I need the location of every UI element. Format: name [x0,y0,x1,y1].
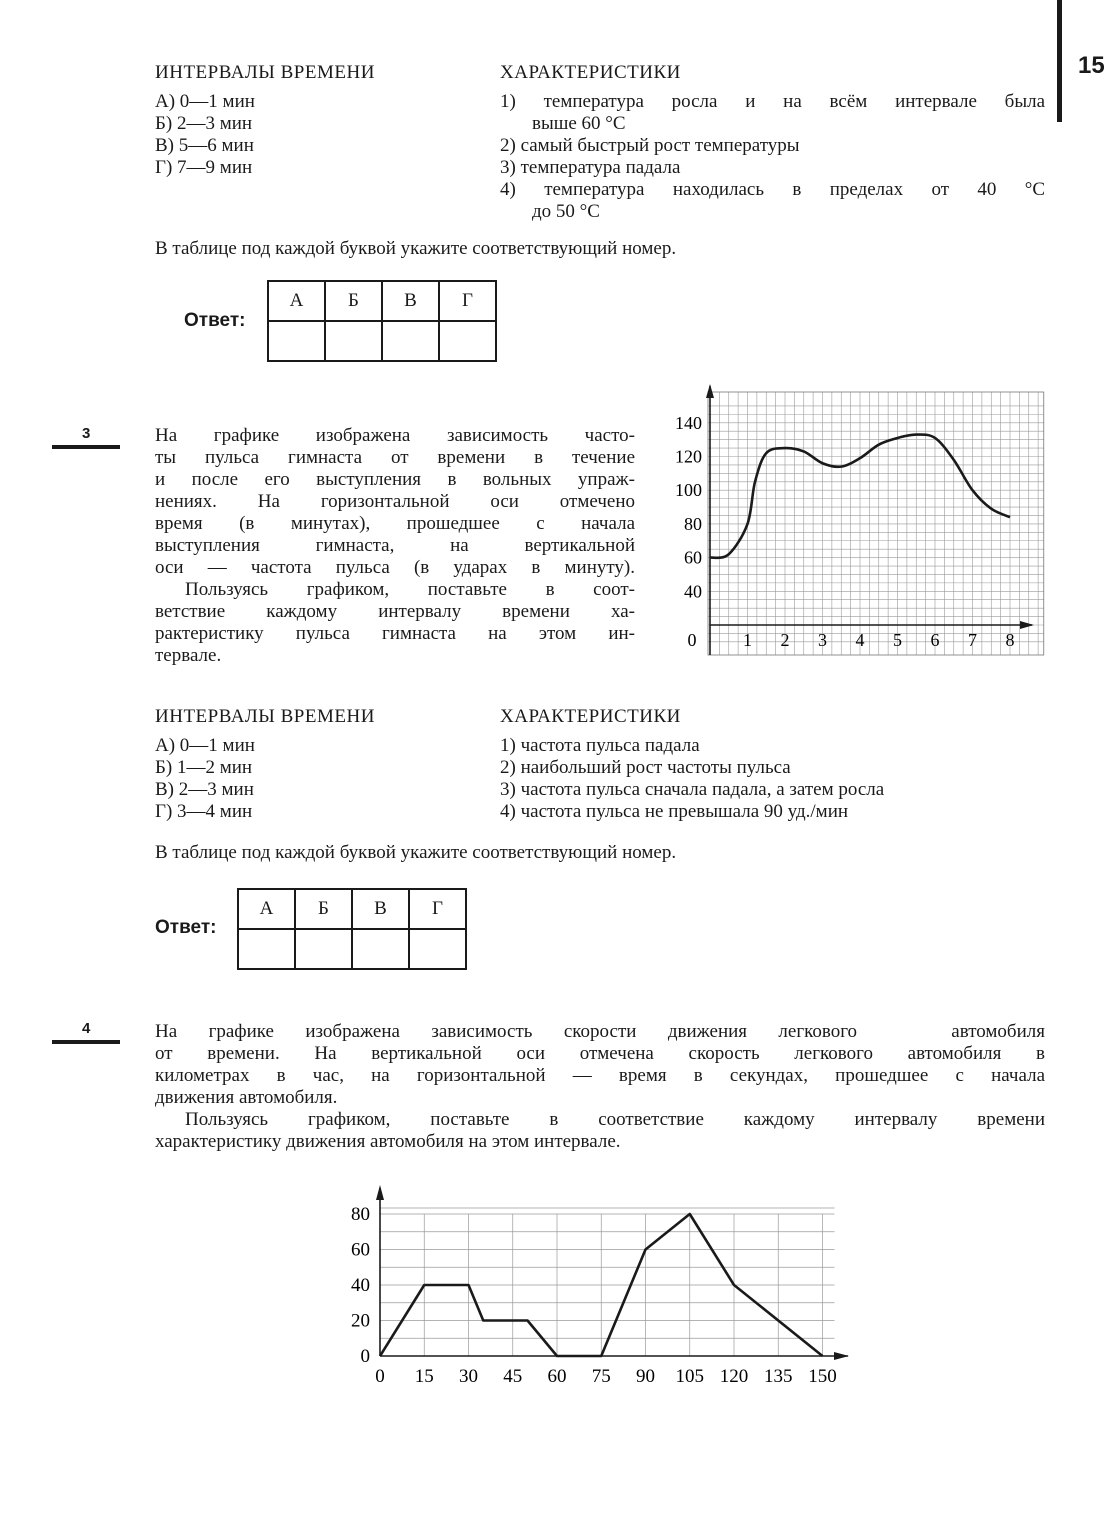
task4-marker-bar [52,1040,120,1044]
task3-char-3: 3) частота пульса сначала падала, а затем росла [500,779,885,800]
task3-text [155,425,635,667]
task2-answer-header-b: Б [325,281,382,321]
task3-text-line: ветствие каждому интервалу времени ха- [155,601,635,622]
x-tick-label: 3 [818,630,827,650]
task2-char-1-cont: выше 60 °C [532,113,626,134]
task2-char-2: 2) самый быстрый рост температуры [500,135,800,156]
x-tick-label: 4 [855,630,865,650]
task3-answer-table [237,888,467,970]
task2-answer-cell-c[interactable] [382,321,439,361]
task3-text-line: выступления гимнаста, на вертикальной [155,535,635,556]
task3-text-line: нениях. На горизонтальной оси отмечено [155,491,635,512]
x-axis-arrow [1020,621,1034,629]
x-tick-label: 30 [459,1366,478,1387]
task2-answer-header-c: В [382,281,439,321]
task2-characteristics-header: ХАРАКТЕРИСТИКИ [500,62,681,83]
x-tick-label: 120 [719,1366,749,1387]
task4-text-line: На графике изображена зависимость скорости движения легкового автомобиля [155,1021,1045,1042]
y-axis-arrow [706,384,714,398]
task2-answer-header-d: Г [439,281,496,321]
task3-instruction: В таблице под каждой буквой укажите соответствующий номер. [155,842,677,863]
y-axis-arrow [376,1185,384,1200]
task3-marker-bar [52,445,120,449]
task3-char-1: 1) частота пульса падала [500,735,700,756]
task2-answer-label: Ответ: [184,310,246,331]
x-tick-label: 60 [547,1366,567,1387]
task2-answer-cell-b[interactable] [325,321,382,361]
task2-char-4-cont: до 50 °C [532,201,600,222]
task2-characteristics-list [500,91,1045,223]
task2-interval-a: А) 0—1 мин [155,91,255,112]
x-tick-label: 15 [414,1366,434,1387]
task2-char-1: 1) температура росла и на всём интервале была [500,91,1045,112]
x-tick-label: 5 [893,630,902,650]
x-tick-label: 150 [808,1366,837,1387]
task2-answer-cell-a[interactable] [268,321,325,361]
x-tick-label: 75 [591,1366,611,1387]
task3-interval-d: Г) 3—4 мин [155,801,253,822]
task2-intervals-list [155,91,255,179]
x-tick-label: 135 [764,1366,793,1387]
x-axis-arrow [834,1352,849,1360]
y-tick-label: 80 [351,1204,370,1225]
y-tick-label: 0 [360,1346,370,1367]
task3-text-line: оси — частота пульса (в ударах в минуту). [155,557,635,578]
task3-interval-a: А) 0—1 мин [155,735,255,756]
x-tick-label: 6 [930,630,940,650]
task3-answer-label: Ответ: [155,917,217,938]
x-tick-label: 7 [968,630,977,650]
task3-characteristics-header: ХАРАКТЕРИСТИКИ [500,706,681,727]
x-tick-label: 90 [636,1366,655,1387]
task3-text-line: Пользуясь графиком, поставьте в соот- [185,579,635,600]
y-tick-label: 100 [675,480,702,501]
task3-text-line: время (в минутах), прошедшее с начала [155,513,635,534]
task3-intervals-list [155,735,255,823]
x-tick-label: 0 [375,1366,385,1387]
x-tick-label: 45 [503,1366,523,1387]
y-tick-label: 60 [684,547,702,568]
pulse-chart [660,380,1060,670]
task3-text-line: тервале. [155,645,222,666]
task3-text-line: рактеристику пульса гимнаста на этом ин- [155,623,635,644]
task4-text-line: характеристику движения автомобиля на этом интервале. [155,1131,621,1152]
task4-text [155,1021,1045,1153]
page-number: 15 [1078,52,1105,79]
task3-intervals-header: ИНТЕРВАЛЫ ВРЕМЕНИ [155,706,375,727]
task2-instruction: В таблице под каждой буквой укажите соответствующий номер. [155,238,677,259]
task2-char-3: 3) температура падала [500,157,681,178]
task3-answer-header-c: В [352,889,409,929]
x-tick-label: 8 [1005,630,1015,650]
task3-interval-b: Б) 1—2 мин [155,757,253,778]
x-tick-label: 105 [675,1366,704,1387]
y-tick-label: 140 [675,412,702,433]
task3-answer-cell-a[interactable] [238,929,295,969]
y-tick-label: 40 [684,581,702,602]
task3-answer-header-d: Г [409,889,466,929]
page-edge-bar [1057,0,1062,122]
task4-text-line: движения автомобиля. [155,1087,338,1108]
task4-text-line: Пользуясь графиком, поставьте в соответствие каждому интервалу времени [185,1109,1045,1130]
y-tick-label: 40 [351,1275,370,1296]
task2-answer-cell-d[interactable] [439,321,496,361]
task3-text-line: На графике изображена зависимость часто- [155,425,635,446]
task3-interval-c: В) 2—3 мин [155,779,254,800]
x-tick-label: 2 [780,630,790,650]
y-tick-label: 20 [351,1310,370,1332]
y-tick-label: 60 [351,1239,370,1261]
task3-number: 3 [82,425,91,442]
task2-char-4: 4) температура находилась в пределах от 40 °C [500,179,1045,200]
task3-char-4: 4) частота пульса не превышала 90 уд./мин [500,801,849,822]
task2-intervals-header: ИНТЕРВАЛЫ ВРЕМЕНИ [155,62,375,83]
task2-interval-b: Б) 2—3 мин [155,113,253,134]
task3-answer-cell-c[interactable] [352,929,409,969]
y-tick-label: 120 [675,446,702,467]
task4-text-line: от времени. На вертикальной оси отмечена скорость легкового автомобиля в [155,1043,1045,1064]
task4-number: 4 [82,1020,91,1037]
task2-interval-c: В) 5—6 мин [155,135,254,156]
speed-chart [330,1180,860,1395]
task3-answer-header-a: А [238,889,295,929]
task2-interval-d: Г) 7—9 мин [155,157,253,178]
task2-answer-table [267,280,497,362]
task3-characteristics-list [500,735,884,823]
task3-answer-header-b: Б [295,889,352,929]
x-tick-label: 0 [687,630,697,650]
task3-text-line: ты пульса гимнаста от времени в течение [155,447,635,468]
task4-text-line: километрах в час, на горизонтальной — время в секундах, прошедшее с начала [155,1065,1045,1086]
task2-answer-header-a: А [268,281,325,321]
task3-answer-cell-d[interactable] [409,929,466,969]
task3-text-line: и после его выступления в вольных упраж- [155,469,635,490]
task3-answer-cell-b[interactable] [295,929,352,969]
y-tick-label: 80 [684,513,702,534]
x-tick-label: 1 [743,630,752,650]
task3-char-2: 2) наибольший рост частоты пульса [500,757,791,778]
